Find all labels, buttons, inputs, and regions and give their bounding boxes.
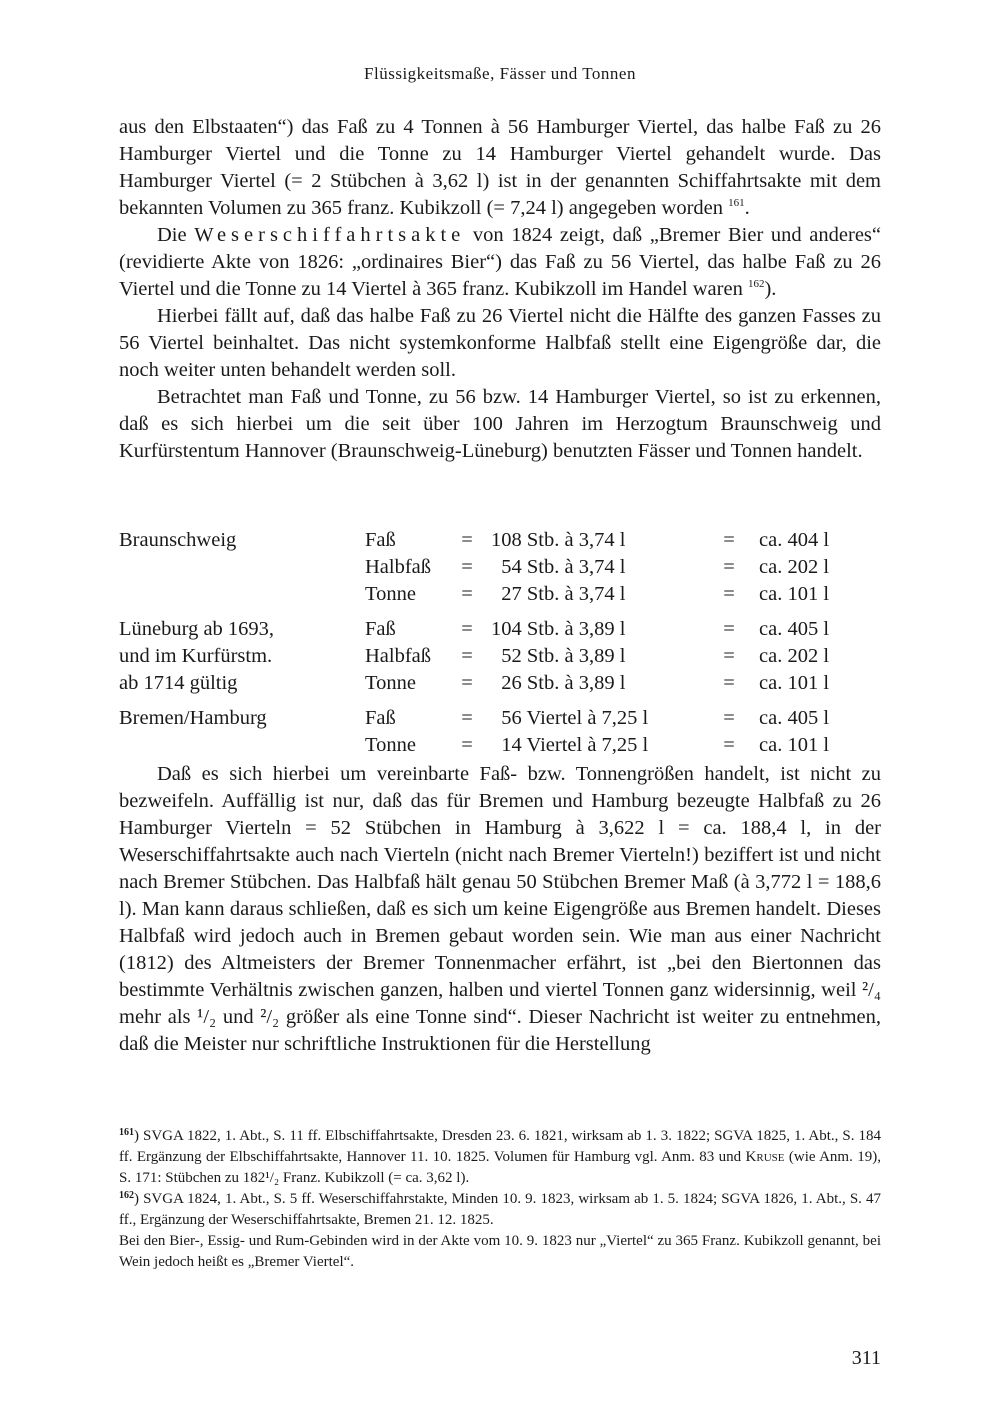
measure-name-cell: Halbfaß — [365, 556, 432, 578]
region-cell: Bremen/Hamburg — [119, 707, 267, 729]
body-text-bottom — [119, 761, 881, 1058]
paragraph-1-text: aus den Elbstaaten“) das Faß zu 4 Tonnen à 56 Hamburger Viertel, das halbe Faß zu 26 Hamburger Viertel und die Tonne zu 14 Hamburger Viertel gehandelt wurde. Das Hamburger Viertel (= 2 Stübchen à 3,62 l) ist in der genannten Schiffahrtsakte mit dem bekannten Volumen zu 365 franz. Kubikzoll (= 7,24 l) angegeben worden — [119, 116, 881, 219]
footnotes — [119, 1126, 881, 1273]
equals-sign: = — [723, 672, 735, 694]
footnote-162 — [119, 1189, 881, 1231]
measure-name-cell: Tonne — [365, 734, 416, 756]
table-row — [119, 583, 881, 610]
result-cell: ca. 405 l — [759, 618, 830, 640]
footnote-161-mark: 161 — [119, 1127, 134, 1138]
table-row — [119, 529, 881, 556]
equals-sign: = — [461, 672, 473, 694]
equals-sign: = — [723, 529, 735, 551]
footnote-162-text: ) SVGA 1824, 1. Abt., S. 5 ff. Weserschiffahrstakte, Minden 10. 9. 1823, wirksam ab 1. 5. 1824; SGVA 1826, 1. Abt., S. 47 ff., Ergänzung der Weserschiffahrtsakte, Bremen 21. 12. 1825. — [119, 1191, 881, 1228]
paragraph-4: Betrachtet man Faß und Tonne, zu 56 bzw. 14 Hamburger Viertel, so ist zu erkennen, daß es sich hierbei um die seit über 100 Jahren im Herzogtum Braunschweig und Kurfürstentum Hannover (Braunschweig-Lüneburg) benutzten Fässer und Tonnen handelt. — [119, 386, 881, 462]
amount-cell: 14 Viertel à 7,25 l — [491, 734, 649, 756]
equals-sign: = — [461, 707, 473, 729]
equals-sign: = — [461, 645, 473, 667]
amount-cell: 104 Stb. à 3,89 l — [491, 618, 626, 640]
result-cell: ca. 202 l — [759, 645, 830, 667]
footnote-161-author: Kruse — [745, 1149, 785, 1165]
equals-sign: = — [461, 734, 473, 756]
result-cell: ca. 202 l — [759, 556, 830, 578]
region-cell: Braunschweig — [119, 529, 237, 551]
region-cell: und im Kurfürstm. — [119, 645, 273, 667]
amount-cell: 108 Stb. à 3,74 l — [491, 529, 626, 551]
measure-name-cell: Faß — [365, 529, 396, 551]
footnote-162-mark: 162 — [119, 1190, 134, 1201]
paragraph-1-end: . — [744, 197, 750, 219]
equals-sign: = — [723, 707, 735, 729]
table-row — [119, 672, 881, 699]
table-row — [119, 707, 881, 734]
measures-table — [119, 529, 881, 761]
paragraph-1 — [119, 114, 881, 222]
measure-name-cell: Faß — [365, 707, 396, 729]
measure-name-cell: Tonne — [365, 583, 416, 605]
measure-name-cell: Faß — [365, 618, 396, 640]
equals-sign: = — [723, 583, 735, 605]
equals-sign: = — [461, 583, 473, 605]
amount-cell: 52 Stb. à 3,89 l — [491, 645, 626, 667]
footnote-162-continuation: Bei den Bier-, Essig- und Rum-Gebinden wird in der Akte vom 10. 9. 1823 nur „Viertel“ zu 365 Franz. Kubikzoll genannt, bei Wein jedoch heißt es „Bremer Viertel“. — [119, 1233, 881, 1270]
table-row — [119, 556, 881, 583]
body-text-top — [119, 114, 881, 465]
page-number: 311 — [851, 1347, 881, 1369]
equals-sign: = — [461, 618, 473, 640]
paragraph-5: Daß es sich hierbei um vereinbarte Faß- bzw. Tonnengrößen handelt, ist nicht zu bezweifeln. Auffällig ist nur, daß das für Bremen und Hamburg bezeugte Halbfaß zu 26 Hamburger Vierteln = 52 Stübchen in Hamburg à 3,622 l = ca. 188,4 l, in der Weserschiffahrtsakte auch nach Vierteln (nicht nach Bremer Vierteln!) beziffert ist und nicht nach Bremer Stübchen. Das Halbfaß hält genau 50 Stübchen Bremer Maß (à 3,772 l = 188,6 l). Man kann daraus schließen, daß es sich um keine Eigengröße aus Bremen handelt. Dieses Halbfaß wird jedoch auch in Bremen gebaut worden sein. Wie man aus einer Nachricht (1812) des Altmeisters der Bremer Tonnenmacher erfährt, ist „bei den Biertonnen das bestimmte Verhältnis zwischen ganzen, halben und viertel Tonnen ganz widersinnig, weil ²/₄ mehr als ¹/₂ und ²/₂ größer als eine Tonne sind“. Dieser Nachricht ist weiter zu entnehmen, daß die Meister nur schriftliche Instruktionen für die Herstellung — [119, 763, 881, 1055]
footnote-ref-161: 161 — [728, 197, 745, 209]
paragraph-2-spaced: Weserschiffahrtsakte — [194, 224, 466, 246]
paragraph-3: Hierbei fällt auf, daß das halbe Faß zu 26 Viertel nicht die Hälfte des ganzen Fasses zu 56 Viertel beinhaltet. Das nicht systemkonforme Halbfaß stellt eine Eigengröße dar, die noch weiter unten behandelt werden soll. — [119, 305, 881, 381]
table-row — [119, 645, 881, 672]
region-cell: Lüneburg ab 1693, — [119, 618, 275, 640]
paragraph-2 — [119, 222, 881, 303]
result-cell: ca. 404 l — [759, 529, 830, 551]
paragraph-2-start: Die — [157, 224, 195, 246]
table-row — [119, 618, 881, 645]
result-cell: ca. 101 l — [759, 672, 830, 694]
result-cell: ca. 101 l — [759, 583, 830, 605]
equals-sign: = — [723, 645, 735, 667]
footnote-ref-162: 162 — [747, 278, 765, 290]
result-cell: ca. 405 l — [759, 707, 830, 729]
paragraph-2-end: ). — [764, 278, 777, 300]
amount-cell: 27 Stb. à 3,74 l — [491, 583, 626, 605]
result-cell: ca. 101 l — [759, 734, 830, 756]
equals-sign: = — [723, 734, 735, 756]
amount-cell: 26 Stb. à 3,89 l — [491, 672, 626, 694]
table-row — [119, 734, 881, 761]
equals-sign: = — [723, 618, 735, 640]
paragraph-2-text: von 1824 zeigt, daß „Bremer Bier und anderes“ (revidierte Akte von 1826: „ordinaires Bier“) das Faß zu 56 Viertel, das halbe Faß zu 26 Viertel und die Tonne zu 14 Viertel à 365 franz. Kubikzoll im Handel waren — [119, 224, 881, 300]
footnote-161 — [119, 1126, 881, 1189]
amount-cell: 56 Viertel à 7,25 l — [491, 707, 649, 729]
equals-sign: = — [461, 529, 473, 551]
footnote-161-text: ) SVGA 1822, 1. Abt., S. 11 ff. Elbschiffahrtsakte, Dresden 23. 6. 1821, wirksam ab 1. 3. 1822; SGVA 1825, 1. Abt., S. 184 ff. Ergänzung der Elbschiffahrtsakte, Hannover 11. 10. 1825. Volumen für Hamburg vgl. Anm. 83 und — [119, 1128, 881, 1165]
region-cell: ab 1714 gültig — [119, 672, 238, 694]
running-header: Flüssigkeitsmaße, Fässer und Tonnen — [364, 64, 636, 83]
amount-cell: 54 Stb. à 3,74 l — [491, 556, 626, 578]
footnote-161-end: (wie Anm. 19), S. 171: Stübchen zu 182¹/₂ Franz. Kubikzoll (= ca. 3,62 l). — [119, 1149, 881, 1186]
table-group-gap — [119, 699, 881, 707]
table-group-gap — [119, 610, 881, 618]
equals-sign: = — [461, 556, 473, 578]
measure-name-cell: Tonne — [365, 672, 416, 694]
measure-name-cell: Halbfaß — [365, 645, 432, 667]
equals-sign: = — [723, 556, 735, 578]
